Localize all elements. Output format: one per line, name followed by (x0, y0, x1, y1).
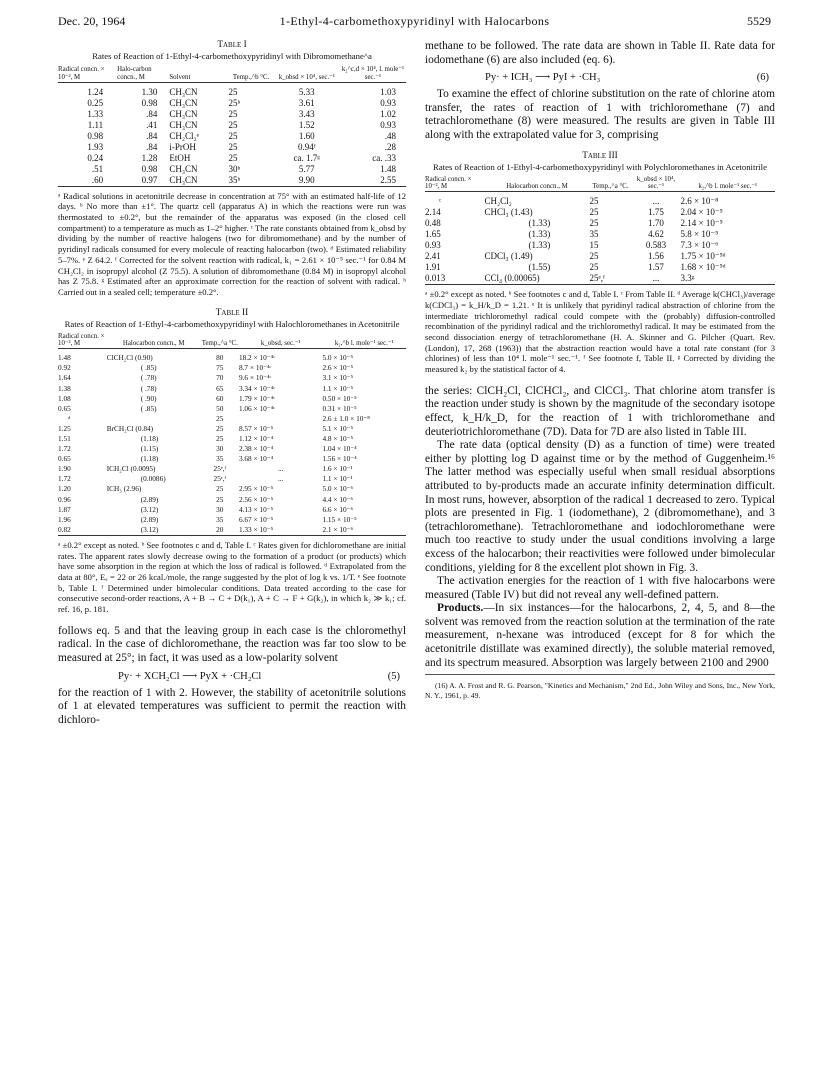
cell: 35 (216, 514, 224, 524)
t1-h-temp: Temp.,^b °C. (232, 73, 270, 81)
left-paragraph-1: follows eq. 5 and that the leaving group in each case is the chloromethyl radical. In the case of dichloromethane, the reaction was far too slow to be measured at 25°; in fact, it was used as a low-polarity solvent (58, 624, 406, 665)
table2 (58, 333, 406, 539)
table3 (425, 176, 775, 289)
cell: 5.77 (298, 163, 315, 174)
cell: 6.6 × 10⁻⁶ (322, 504, 354, 514)
equation-5-text: Py· + XCH₂Cl ⟶ PyX + ·CH₂Cl (118, 670, 262, 682)
cell: CH₂Cl₂ᵉ (169, 130, 199, 141)
equation-6-text: Py· + ICH₃ ⟶ PyI + ·CH₃ (485, 72, 601, 84)
table1-label: Table I (217, 40, 247, 50)
left-column (58, 40, 406, 1060)
cell: 2.55 (380, 174, 396, 185)
cell: 3.43 (298, 108, 315, 119)
cell: 0.98 (87, 130, 104, 141)
cell: .84 (146, 141, 158, 152)
cell: ( .78) (140, 373, 157, 383)
cell: CCl₄ (0.00065) (484, 273, 540, 284)
t3-h-kobsd: k_obsd × 10⁴, sec.⁻¹ (636, 175, 676, 191)
cell: 1.68 × 10⁻⁵ᵈ (680, 262, 726, 273)
cell: 0.50 × 10⁻⁵ (322, 393, 357, 403)
cell: 60 (216, 393, 224, 403)
table-row (58, 515, 406, 525)
table-row (58, 363, 406, 373)
cell: .84 (146, 130, 158, 141)
cell: 3.34 × 10⁻⁴ᶜ (238, 383, 276, 393)
cell: 0.96 (58, 494, 71, 504)
cell: 1.6 × 10⁻¹ (322, 464, 353, 474)
cell: ICH₃ (2.96) (106, 484, 142, 494)
cell: 25 (228, 108, 238, 119)
cell: 25 (228, 119, 238, 130)
table-row (58, 454, 406, 464)
cell: 1.1 × 10⁻⁵ (322, 383, 354, 393)
cell: .84 (146, 108, 158, 119)
cell: 9.90 (298, 174, 315, 185)
table-row (58, 414, 406, 424)
cell: 1.87 (58, 504, 71, 514)
cell: 80 (216, 353, 224, 363)
cell: 5.33 (298, 86, 315, 97)
cell: 25 (216, 423, 224, 433)
t3-h-halocarbon: Halocarbon concn., M (506, 183, 568, 191)
cell: 0.25 (87, 97, 104, 108)
right-paragraph-3: the series: ClCH₂Cl, ClCHCl₂, and ClCCl₃. That chlorine atom transfer is the reaction under study is shown by the magnitude of the secondary isotope effect, k_H/k_D, for the reaction of 1 with trichloromethane and deuteriotrichloromethane (7D). Data for 7D are also listed in Table III. (425, 384, 775, 438)
table-row (58, 353, 406, 363)
cell: 6.67 × 10⁻⁵ (238, 514, 274, 524)
right-paragraph-4: The rate data (optical density (D) as a function of time) were treated either by plotting log D against time or by the method of Guggenheim.¹⁶ The latter method was especially useful when small residual absorptions attributed to by-products made an accurate infinity determination difficult. In most runs, however, absorption of the radical 1 decreased to zero. Typical plots are presented in Fig. 1 (iodomethane), 2 (dibromomethane), and 3 (tetrachloromethane). Tetrachloromethane and iodochloromethane were much too reactive to study under the usual conditions involving a large excess of the halocarbon; their reactivities were followed under bimolecular conditions, yielding for 8 the excellent plot shown in Fig. 3. (425, 439, 775, 574)
table3-body (425, 196, 775, 285)
cell: (1.33) (528, 229, 551, 240)
cell: 0.583 (645, 240, 667, 251)
cell: 1.64 (58, 373, 71, 383)
cell: 30ʰ (228, 163, 241, 174)
cell: 1.11 (87, 119, 104, 130)
table-row (58, 505, 406, 515)
cell: CH₃CN (169, 174, 198, 185)
cell: 1.24 (87, 86, 104, 97)
cell: 0.98 (141, 97, 158, 108)
cell: 1.70 (648, 218, 664, 229)
t2-h-radical: Radical concn. × 10⁻², M (58, 332, 105, 348)
cell: 1.38 (58, 383, 71, 393)
table-row (58, 373, 406, 383)
cell: CH₃CN (169, 108, 198, 119)
table2-caption: Rates of Reaction of 1-Ethyl-4-carbomethoxypyridinyl with Halochloromethanes in Acetonitrile (64, 318, 400, 329)
cell: 25 (228, 86, 238, 97)
cell: 8.57 × 10⁻⁵ (238, 423, 274, 433)
cell: 1.72 (58, 444, 71, 454)
cell: ICH₂Cl (0.0095) (106, 464, 156, 474)
t2-h-kobsd: k_obsd, sec.⁻¹ (260, 340, 301, 348)
cell: 25 (589, 262, 599, 273)
right-paragraph-6 (425, 602, 775, 670)
cell: (3.12) (140, 504, 159, 514)
cell: CH₃CN (169, 97, 198, 108)
cell: 9.6 × 10⁻⁴ᶜ (238, 373, 272, 383)
table-row (425, 229, 775, 240)
cell: ᵈ (68, 413, 71, 423)
cell: ... (277, 474, 284, 484)
cell: 30 (216, 504, 224, 514)
cell: .60 (91, 174, 104, 185)
table3-caption: Rates of Reaction of 1-Ethyl-4-carbomethoxypyridinyl with Polychloromethanes in Acetonitrile (433, 161, 767, 172)
cell: 0.98 (141, 163, 158, 174)
cell: 65 (216, 383, 224, 393)
table-row (58, 98, 406, 109)
table-row (58, 109, 406, 120)
table-row (58, 131, 406, 142)
cell: CH₃CN (169, 86, 198, 97)
left-paragraph-2: for the reaction of 1 with 2. However, the stability of acetonitrile solutions of 1 at elevated temperatures was sufficient to permit the reaction with dichloro- (58, 686, 406, 726)
table-row (58, 464, 406, 474)
cell: 1.28 (141, 152, 158, 163)
cell: 1.25 (58, 423, 71, 433)
cell: 1.48 (380, 163, 396, 174)
table-row (58, 394, 406, 404)
cell: 1.56 (648, 251, 664, 262)
cell: 3.3ᵍ (680, 273, 695, 284)
table-row (58, 120, 406, 131)
cell: 30 (216, 444, 224, 454)
cell: 35 (589, 229, 599, 240)
cell: i-PrOH (169, 141, 196, 152)
cell: ( .85) (140, 363, 157, 373)
cell: ( .85) (140, 403, 157, 413)
table3-footnotes: ᵃ ±0.2° except as noted. ᵇ See footnotes c and d, Table I. ᶜ From Table II. ᵈ Average k(CHCl₃)/average k(CDCl₃) = k_H/k_D = 1.21. ᵉ It is unlikely that pyridinyl radical abstraction of chlorine from the intermediate trichloromethyl radical could compete with the (probably) diffusion-controlled recombination of the pyridinyl radical and the trichloromethyl radical. It may be estimated from the second dissociation energy of tetrachloromethane (H. A. Skinner and G. Pilcher (Quart. Rev. (London), 17, 268 (1963)) that the abstraction reaction would have a total rate constant (for 3 chlorines) of less than 10⁴ l. mole⁻¹ sec.⁻¹. ᶠ See footnote f, Table II. ᵍ Corrected by dividing the measured k₂ by the statistical factor of 4. (425, 289, 775, 375)
cell: ( .90) (140, 393, 157, 403)
cell: 25 (589, 251, 599, 262)
table-row (425, 262, 775, 273)
cell: (1.18) (140, 454, 159, 464)
cell: .51 (91, 163, 104, 174)
table1-caption: Rates of Reaction of 1-Ethyl-4-carbomethoxypyridinyl with Dibromomethane^a (92, 51, 372, 61)
cell: .41 (146, 119, 158, 130)
cell: CH₃CN (169, 119, 198, 130)
cell: 1.12 × 10⁻⁴ (238, 433, 274, 443)
cell: 2.14 × 10⁻⁵ (680, 218, 723, 229)
cell: 5.8 × 10⁻⁵ (680, 229, 719, 240)
right-paragraph-1: methane to be followed. The rate data are shown in Table II. Rate data for iodomethane (6) are also included (eq. 6). (425, 40, 775, 66)
cell: 1.33 (87, 108, 104, 119)
table-row (58, 175, 406, 187)
header-title: 1-Ethyl-4-carbomethoxypyridinyl with Halocarbons (279, 14, 550, 28)
cell: CHCl₃ (1.43) (484, 207, 533, 218)
cell: 1.1 × 10⁻¹ (322, 474, 353, 484)
table-row (58, 484, 406, 494)
cell: ca. 1.7ᵍ (293, 152, 321, 163)
cell: CDCl₃ (1.49) (484, 251, 533, 262)
cell: (1.33) (528, 240, 551, 251)
cell: (2.89) (140, 514, 159, 524)
reference-16: (16) A. A. Frost and R. G. Pearson, "Kinetics and Mechanism," 2nd Ed., John Wiley and Sons, Inc., New York, N. Y., 1961, p. 49. (425, 681, 775, 700)
cell: 4.8 × 10⁻⁵ (322, 433, 354, 443)
cell: EtOH (169, 152, 191, 163)
cell: 0.93 (380, 119, 396, 130)
right-column (425, 40, 775, 1060)
equation-6-number: (6) (756, 72, 769, 84)
header-date: Dec. 20, 1964 (58, 14, 126, 28)
table2-label: Table II (215, 307, 249, 318)
cell: CH₃CN (169, 163, 198, 174)
cell: 1.51 (58, 433, 71, 443)
cell: 2.1 × 10⁻⁶ (322, 524, 354, 534)
cell: 8.7 × 10⁻⁴ᶜ (238, 363, 272, 373)
cell: 25ᵉ,ᶠ (589, 273, 605, 284)
table-row (425, 240, 775, 251)
cell: 1.56 × 10⁻⁴ (322, 454, 357, 464)
cell: 3.61 (298, 97, 315, 108)
table-row (58, 495, 406, 505)
cell: 1.57 (648, 262, 664, 273)
cell: 25 (216, 494, 224, 504)
cell: ca. .33 (372, 152, 396, 163)
t2-h-halocarbon: Halocarbon concn., M (122, 340, 185, 348)
cell: 1.02 (380, 108, 396, 119)
table-row (58, 164, 406, 175)
right-paragraph-5: The activation energies for the reaction of 1 with five halocarbons were measured (Table IV) but did not reveal any well-defined pattern. (425, 575, 775, 601)
cell: 0.24 (87, 152, 104, 163)
cell: .48 (384, 130, 396, 141)
cell: 5.0 × 10⁻⁶ (322, 484, 354, 494)
cell: ( .78) (140, 383, 157, 393)
cell: 2.6 ± 1.0 × 10⁻⁸ (322, 413, 370, 423)
equation-6 (425, 71, 775, 84)
cell: 2.04 × 10⁻⁵ (680, 207, 723, 218)
cell: 25ʰ (228, 97, 241, 108)
t1-h-solvent: Solvent (169, 73, 191, 81)
table-row (58, 87, 406, 98)
table2-header-row (58, 333, 406, 349)
cell: 1.91 (425, 262, 441, 273)
cell (239, 414, 323, 424)
table-row (58, 474, 406, 484)
cell: (2.89) (140, 494, 159, 504)
cell: ClCH₂Cl (0.90) (106, 353, 153, 363)
cell: 0.97 (141, 174, 158, 185)
cell: .28 (384, 141, 396, 152)
cell: 0.65 (58, 403, 71, 413)
t1-h-halocarbon: Halo-carbon concn., M (117, 66, 152, 81)
t1-h-radical: Radical concn. × 10⁻², M (58, 66, 105, 81)
cell: ... (652, 196, 660, 207)
t1-h-kobsd: k_obsd × 10⁴, sec.⁻¹ (278, 73, 335, 81)
cell: 4.4 × 10⁻⁶ (322, 494, 354, 504)
cell: 1.08 (58, 393, 71, 403)
t2-h-temp: Temp.,^a °C. (201, 340, 238, 348)
cell: 2.6 × 10⁻⁵ (322, 363, 354, 373)
cell: 1.15 × 10⁻⁵ (322, 514, 357, 524)
table-row (425, 273, 775, 285)
cell: 35 (216, 454, 224, 464)
cell: BrCH₂Cl (0.84) (106, 423, 154, 433)
cell: 70 (216, 373, 224, 383)
table3-header-row (425, 176, 775, 192)
cell: 0.013 (425, 273, 446, 284)
cell: CH₂Cl₂ (484, 196, 512, 207)
cell: 1.04 × 10⁻⁴ (322, 444, 357, 454)
t2-h-k2: k₂,^b l. mole⁻¹ sec.⁻¹ (334, 340, 394, 348)
cell: 25ᵉ,ᶠ (213, 464, 227, 474)
cell: 0.92 (58, 363, 71, 373)
table2-body (58, 353, 406, 535)
table-row (58, 424, 406, 434)
page-number: 5529 (747, 14, 771, 28)
cell: 25 (216, 433, 224, 443)
table-row (425, 251, 775, 262)
table-row (58, 525, 406, 536)
right-paragraph-2: To examine the effect of chlorine substitution on the rate of chlorine atom transfer, the rates of reaction of 1 with trichloromethane (7) and tetrachloromethane (8) were measured. The results are given in Table III along with the extrapolated value for 3, comprising (425, 88, 775, 141)
cell: (3.12) (140, 524, 159, 534)
table-row (58, 142, 406, 153)
cell: 5.1 × 10⁻⁵ (322, 423, 354, 433)
cell: 1.20 (58, 484, 71, 494)
cell: 1.79 × 10⁻⁴ᶜ (238, 393, 276, 403)
cell: 0.94ᶠ (297, 141, 316, 152)
cell: 25 (228, 130, 238, 141)
cell: 75 (216, 363, 224, 373)
cell: 25ᵉ,ᶠ (213, 474, 227, 484)
table-row (425, 196, 775, 207)
t3-h-temp: Temp.,^a °C. (592, 183, 629, 191)
cell: 1.03 (380, 86, 396, 97)
cell: 1.33 × 10⁻⁵ (238, 524, 274, 534)
cell: 7.3 × 10⁻⁶ (680, 240, 719, 251)
cell: 25 (216, 413, 224, 423)
cell: ... (652, 273, 660, 284)
cell: 2.41 (425, 251, 441, 262)
t3-h-radical: Radical concn. × 10⁻², M (425, 175, 472, 191)
cell: 4.13 × 10⁻⁵ (238, 504, 274, 514)
cell: 1.96 (58, 514, 71, 524)
cell: 0.93 (380, 97, 396, 108)
cell: 18.2 × 10⁻⁴ᶜ (238, 353, 276, 363)
cell: 0.31 × 10⁻⁵ (322, 403, 357, 413)
table3-label: Table III (582, 150, 618, 161)
cell: 1.72 (58, 474, 71, 484)
cell: 50 (216, 403, 224, 413)
cell: 2.56 × 10⁻⁵ (238, 494, 274, 504)
cell: 1.52 (298, 119, 315, 130)
cell: 1.75 (648, 207, 664, 218)
t3-h-k2: k₂,^b l. mole⁻¹ sec.⁻¹ (698, 183, 758, 191)
cell: (1.18) (140, 433, 159, 443)
cell: (1.55) (528, 262, 551, 273)
table-row (58, 153, 406, 164)
cell: 20 (216, 524, 224, 534)
cell: ... (277, 464, 284, 474)
products-text: —In six instances—for the halocarbons, 2, 4, 5, and 8—the solvent was removed from the reaction solution at the termination of the rate measurement, n-hexane was introduced (except for 8 for which the acetonitrile distillate was examined directly), the soluble material removed, and its spectrum measured. Absorption was largely between 2100 and 2900 (425, 602, 775, 669)
cell: 1.48 (58, 353, 71, 363)
cell: 25 (216, 484, 224, 494)
products-heading: Products. (437, 602, 484, 615)
cell: 3.1 × 10⁻⁵ (322, 373, 354, 383)
cell: 5.0 × 10⁻⁵ (322, 353, 354, 363)
cell: 25 (589, 196, 599, 207)
cell: 25 (228, 141, 238, 152)
t1-h-k2: k₂^c,d × 10⁴, l. mole⁻¹ sec.⁻¹ (341, 66, 405, 81)
footnote-divider (425, 674, 775, 675)
table1-body (58, 87, 406, 187)
running-header (58, 14, 771, 30)
cell: 3.68 × 10⁻⁴ (238, 454, 274, 464)
cell: 1.30 (141, 86, 158, 97)
table1-footnotes: ᵃ Radical solutions in acetonitrile decrease in concentration at 75° with an estimated half-life of 12 days. ᵇ No more than ±1°. The quartz cell (apparatus A) in which the reactions were run was thermostated to ±0.2°, but the remainder of the apparatus was exposed (in the closed cell compartment) to a temperature as much as 1–2° higher. ᶜ The rate constants obtained from k_obsd by dividing by the number of reactive halogens (two for dibromomethane) and by the number of pyridinyl radicals consumed for every molecule of reacting halocarbon (two). ᵈ Estimated reliability 5–7%. ᵉ Z 64.2. ᶠ Corrected for the solvent reaction with radical, k₁ = 2.61 × 10⁻⁵ sec.⁻¹ for 0.84 M CH₂Cl₂ in isopropyl alcohol (Z 75.5). A solution of dibromomethane (0.84 M) in isopropyl alcohol has Z 75.8. ᵍ Estimated after an approximate correction for the reaction of solvent with radical. ʰ Carried out in a sealed cell; temperature ±0.2°. (58, 190, 406, 297)
cell: 2.38 × 10⁻⁴ (238, 444, 274, 454)
cell: 1.75 × 10⁻⁵ᵈ (680, 251, 726, 262)
table-row (58, 444, 406, 454)
cell: 2.6 × 10⁻⁸ (680, 196, 719, 207)
equation-5 (58, 670, 406, 683)
cell: 25 (589, 207, 599, 218)
cell: 25 (228, 152, 238, 163)
cell: 4.62 (648, 229, 664, 240)
equation-5-number: (5) (387, 670, 400, 682)
table-row (58, 434, 406, 444)
table-row (425, 218, 775, 229)
cell: 1.06 × 10⁻⁴ᶜ (238, 403, 276, 413)
cell: 1.90 (58, 464, 71, 474)
cell (107, 414, 201, 424)
cell: (0.0086) (140, 474, 166, 484)
cell: 0.93 (425, 240, 441, 251)
cell: 15 (589, 240, 599, 251)
table1 (58, 66, 406, 190)
cell: 35ʰ (228, 174, 241, 185)
cell: 2.14 (425, 207, 441, 218)
cell: 0.48 (425, 218, 441, 229)
cell: 1.65 (425, 229, 441, 240)
cell: 2.95 × 10⁻⁵ (238, 484, 274, 494)
cell: 1.93 (87, 141, 104, 152)
table-row (58, 404, 406, 414)
cell: ᶜ (439, 196, 442, 207)
cell: (1.33) (528, 218, 551, 229)
table-row (425, 207, 775, 218)
cell: 0.65 (58, 454, 71, 464)
table-row (58, 384, 406, 394)
table1-header-row (58, 66, 406, 82)
cell: 0.82 (58, 524, 71, 534)
cell: 25 (589, 218, 599, 229)
table2-footnotes: ᵃ ±0.2° except as noted. ᵇ See footnotes c and d, Table I. ᶜ Rates given for dichloromethane are initial rates. The apparent rates slowly decrease owing to the formation of a product (or products) which have some absorption in the region at which the loss of radical is followed. ᵈ Extrapolated from the data at 80°, Eₐ = 22 or 26 kcal./mole, the range suggested by the plot of log k vs. 1/T. ᵉ See footnote b, Table I. ᶠ Determined under bimolecular conditions. Data treated according to the case for consecutive second-order reactions, A + B → C + D(k₁), A + C → F + G(k₂), in which k₂ ≫ k₁; cf. ref. 16, p. 181. (58, 539, 406, 615)
cell: (1.15) (140, 444, 159, 454)
cell: 1.60 (298, 130, 315, 141)
